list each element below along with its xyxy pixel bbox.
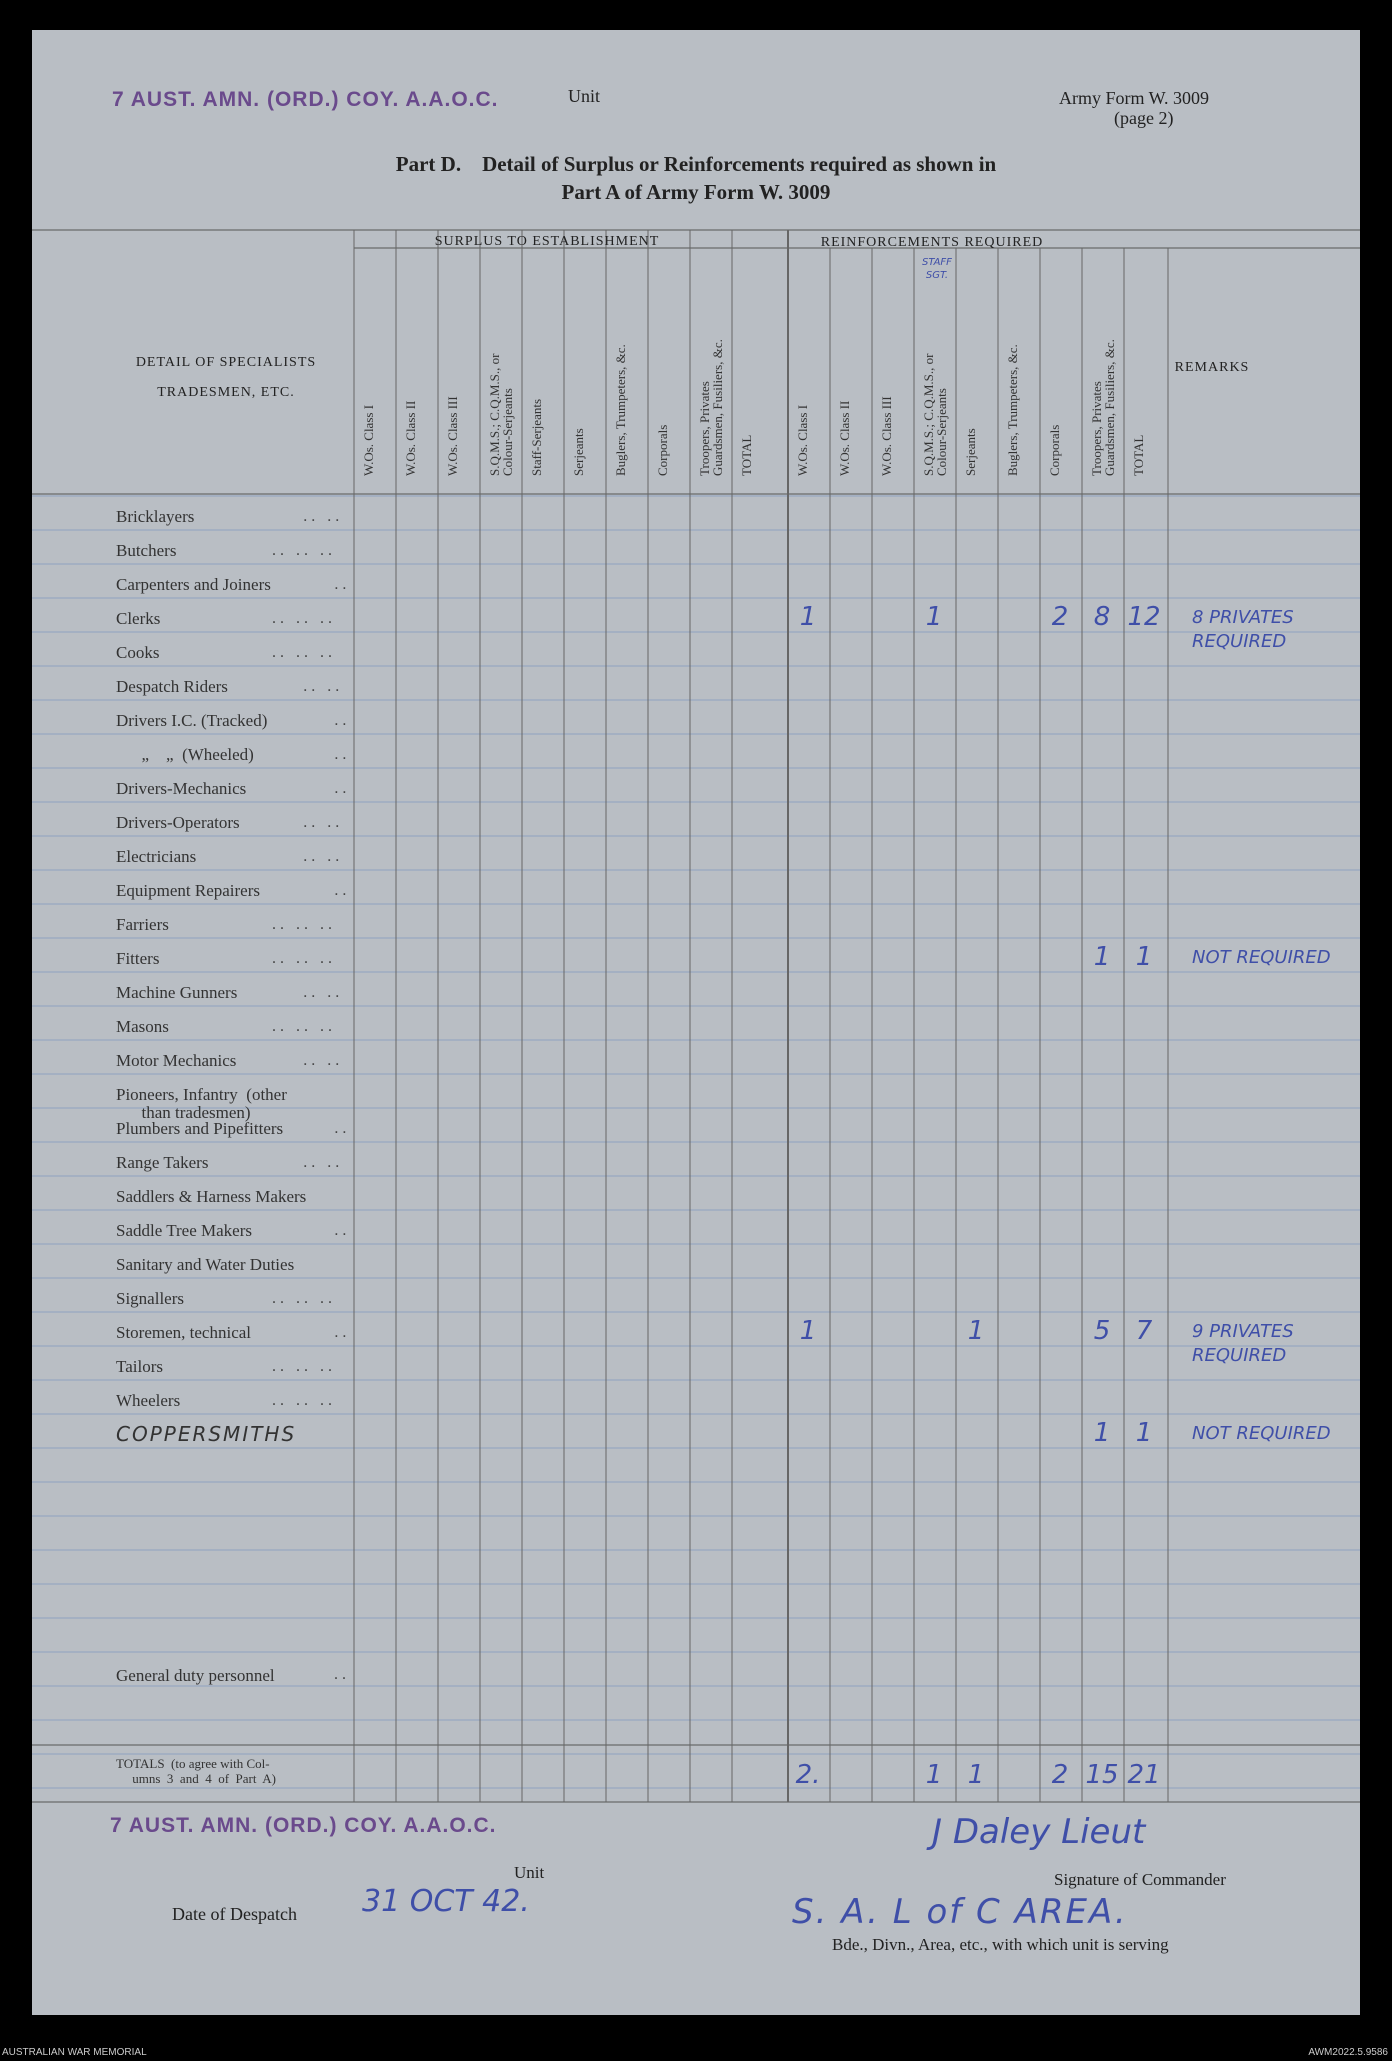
- leader-dots: . . . .: [303, 508, 340, 525]
- row-label-general-duty: General duty personnel: [116, 1666, 275, 1685]
- leader-dots: . . . . . .: [272, 644, 332, 661]
- remarks-header: REMARKS: [1174, 360, 1250, 375]
- row-label: „ „ (Wheeled): [116, 745, 254, 764]
- reinforcement-count: 1: [1093, 1418, 1111, 1448]
- row-label: Electricians: [116, 847, 197, 866]
- area-value: S. A. L of C AREA.: [792, 1892, 1128, 1932]
- total-count: 1: [925, 1760, 943, 1790]
- column-header: W.Os. Class II: [837, 400, 852, 476]
- row-label: Signallers: [116, 1289, 184, 1308]
- part-title: Part D. Detail of Surplus or Reinforcements required as shown in: [395, 152, 997, 176]
- column-header: Serjeants: [963, 428, 978, 476]
- row-remark: 9 PRIVATES REQUIRED: [1192, 1321, 1294, 1366]
- leader-dots: . . . .: [303, 848, 340, 865]
- row-label: Drivers-Mechanics: [116, 779, 247, 798]
- leader-dots: . .: [334, 1666, 346, 1683]
- leader-dots: . . . .: [303, 984, 340, 1001]
- commander-signature: J Daley Lieut: [932, 1812, 1146, 1852]
- form-grid: [32, 30, 1360, 2015]
- row-label: Carpenters and Joiners: [116, 575, 271, 594]
- area-label: Bde., Divn., Area, etc., with which unit is serving: [832, 1935, 1169, 1954]
- reinforcement-count: 1: [1093, 942, 1111, 972]
- leader-dots: . . . . . .: [272, 610, 332, 627]
- row-label: Machine Gunners: [116, 983, 238, 1002]
- signature-label: Signature of Commander: [1054, 1870, 1226, 1889]
- leader-dots: . . . . . .: [272, 950, 332, 967]
- date-value: 31 OCT 42.: [362, 1884, 530, 1919]
- column-header: W.Os. Class III: [879, 396, 894, 476]
- reinforcement-count: 8: [1093, 602, 1111, 632]
- leader-dots: . . . .: [303, 1154, 340, 1171]
- row-label: Equipment Repairers: [116, 881, 260, 900]
- row-label: Masons: [116, 1017, 169, 1036]
- form-sheet: [32, 30, 1360, 2015]
- reinforcement-count: 12: [1127, 602, 1161, 632]
- row-label: Saddlers & Harness Makers: [116, 1187, 307, 1206]
- form-name: Army Form W. 3009: [1059, 88, 1210, 108]
- row-label: Cooks: [116, 643, 160, 662]
- row-remark: NOT REQUIRED: [1192, 1423, 1331, 1444]
- column-header: Corporals: [1047, 424, 1062, 476]
- leader-dots: . .: [334, 576, 347, 593]
- leader-dots: . . . . . .: [272, 1018, 332, 1035]
- row-label: Drivers-Operators: [116, 813, 240, 832]
- column-header: Corporals: [655, 424, 670, 476]
- column-header: W.Os. Class I: [361, 404, 376, 476]
- date-label: Date of Despatch: [172, 1904, 297, 1924]
- row-label: Plumbers and Pipefitters: [116, 1119, 284, 1138]
- column-header: W.Os. Class III: [445, 396, 460, 476]
- form-page: (page 2): [1114, 108, 1174, 128]
- row-label: Butchers: [116, 541, 177, 560]
- column-header: Staff-Serjeants: [529, 398, 544, 476]
- row-label: Bricklayers: [116, 507, 195, 526]
- unit-stamp: 7 AUST. AMN. (ORD.) COY. A.A.O.C.: [112, 88, 499, 111]
- row-label: Farriers: [116, 915, 169, 934]
- column-header: S.Q.M.S.; C.Q.M.S., or Colour-Serjeants: [487, 353, 515, 476]
- row-label: Sanitary and Water Duties: [116, 1255, 295, 1274]
- total-count: 21: [1127, 1760, 1161, 1790]
- totals-label: TOTALS (to agree with Col- umns 3 and 4 of Part A): [116, 1756, 276, 1786]
- reinforcement-count: 1: [799, 602, 817, 632]
- total-count: 15: [1085, 1760, 1119, 1790]
- leader-dots: . . . .: [303, 1052, 340, 1069]
- row-label: Motor Mechanics: [116, 1051, 237, 1070]
- reinforcement-count: 1: [799, 1316, 817, 1346]
- column-header: Troopers, Privates Guardsmen, Fusiliers, &c.: [697, 339, 725, 476]
- column-header: Buglers, Trumpeters, &c.: [613, 344, 628, 476]
- reinforcement-count: 1: [1135, 942, 1153, 972]
- row-label: Despatch Riders: [116, 677, 228, 696]
- leader-dots: . .: [334, 712, 347, 729]
- column-header: W.Os. Class II: [403, 400, 418, 476]
- row-label: Drivers I.C. (Tracked): [116, 711, 268, 730]
- row-label: Wheelers: [116, 1391, 181, 1410]
- reinforcement-count: 1: [967, 1316, 985, 1346]
- row-label: Range Takers: [116, 1153, 209, 1172]
- total-count: 1: [967, 1760, 985, 1790]
- column-header: W.Os. Class I: [795, 404, 810, 476]
- column-header: Serjeants: [571, 428, 586, 476]
- reinforcement-count: 1: [1135, 1418, 1153, 1448]
- leader-dots: . . . .: [303, 814, 340, 831]
- archive-accession: AWM2022.5.9586: [1308, 2047, 1388, 2058]
- column-header: S.Q.M.S.; C.Q.M.S., or Colour-Serjeants: [921, 353, 949, 476]
- total-count: 2.: [795, 1760, 821, 1790]
- surplus-header: SURPLUS TO ESTABLISHMENT: [434, 234, 660, 249]
- column-header: TOTAL: [1131, 434, 1146, 476]
- row-label: Storemen, technical: [116, 1323, 252, 1342]
- reinforcement-count: 5: [1093, 1316, 1111, 1346]
- leader-dots: . .: [334, 1222, 347, 1239]
- leader-dots: . .: [334, 1120, 347, 1137]
- row-remark: 8 PRIVATES REQUIRED: [1192, 607, 1294, 652]
- detail-header: DETAIL OF SPECIALISTS TRADESMEN, ETC.: [135, 355, 317, 400]
- staff-sgt-note: STAFF SGT.: [922, 257, 952, 281]
- footer-unit-stamp: 7 AUST. AMN. (ORD.) COY. A.A.O.C.: [110, 1814, 497, 1837]
- row-label: Saddle Tree Makers: [116, 1221, 252, 1240]
- leader-dots: . .: [334, 882, 347, 899]
- reinforcement-count: 7: [1135, 1316, 1153, 1346]
- column-header: Troopers, Privates Guardsmen, Fusiliers, &c.: [1089, 339, 1117, 476]
- column-header: Buglers, Trumpeters, &c.: [1005, 344, 1020, 476]
- reinforcements-header: REINFORCEMENTS REQUIRED: [820, 235, 1044, 250]
- leader-dots: . .: [334, 1324, 347, 1341]
- leader-dots: . . . . . .: [272, 1392, 332, 1409]
- leader-dots: . .: [334, 780, 347, 797]
- leader-dots: . . . . . .: [272, 916, 332, 933]
- row-label: Clerks: [116, 609, 161, 628]
- row-label: Tailors: [116, 1357, 163, 1376]
- archive-credit: AUSTRALIAN WAR MEMORIAL: [2, 2047, 147, 2058]
- row-label-handwritten: COPPERSMITHS: [116, 1422, 297, 1446]
- total-count: 2: [1051, 1760, 1069, 1790]
- footer-unit-label: Unit: [514, 1863, 545, 1882]
- reinforcement-count: 1: [925, 602, 943, 632]
- row-label: Pioneers, Infantry (other than tradesmen): [116, 1085, 287, 1122]
- part-subtitle: Part A of Army Form W. 3009: [561, 180, 831, 204]
- leader-dots: . .: [334, 746, 347, 763]
- leader-dots: . . . .: [303, 678, 340, 695]
- row-remark: NOT REQUIRED: [1192, 947, 1331, 968]
- leader-dots: . . . . . .: [272, 542, 332, 559]
- column-header: TOTAL: [739, 434, 754, 476]
- reinforcement-count: 2: [1051, 602, 1069, 632]
- leader-dots: . . . . . .: [272, 1358, 332, 1375]
- row-label: Fitters: [116, 949, 160, 968]
- unit-label: Unit: [568, 86, 601, 106]
- leader-dots: . . . . . .: [272, 1290, 332, 1307]
